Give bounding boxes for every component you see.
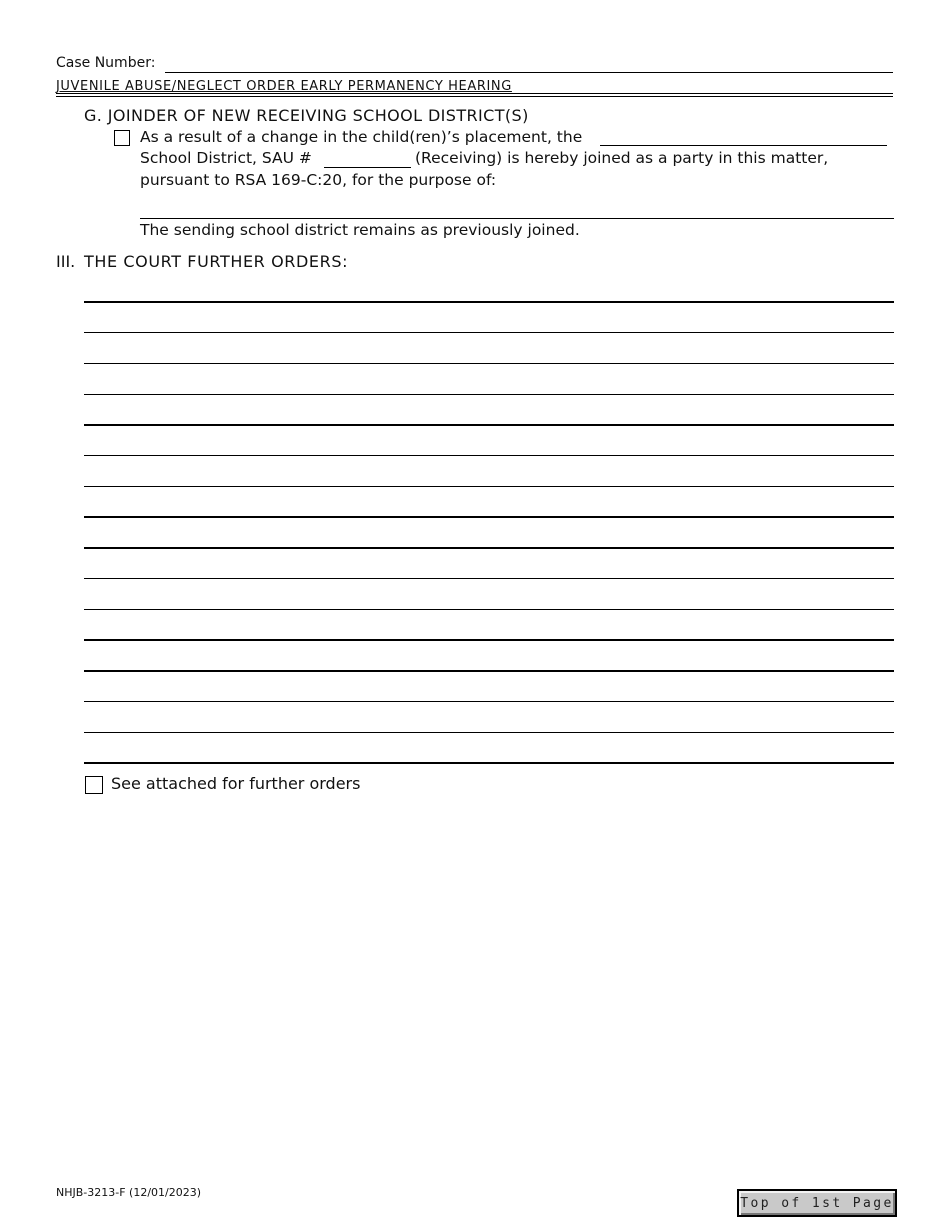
purpose-field[interactable] [140, 218, 894, 219]
see-attached-checkbox[interactable] [85, 776, 103, 794]
form-title: JUVENILE ABUSE/NEGLECT ORDER EARLY PERMANENCY HEARING [56, 79, 512, 94]
header-divider [56, 93, 893, 94]
section-iii-heading: THE COURT FURTHER ORDERS: [84, 252, 349, 271]
further-orders-line[interactable] [84, 301, 894, 303]
joinder-sau-label: School District, SAU # [140, 149, 312, 167]
joinder-text-line2: (Receiving) is hereby joined as a party in this matter, [415, 149, 829, 167]
joinder-text-line1: As a result of a change in the child(ren)’s placement, the [140, 128, 583, 146]
further-orders-line[interactable] [84, 639, 894, 641]
sending-district-note: The sending school district remains as previously joined. [140, 221, 580, 239]
top-of-first-page-button[interactable]: Top of 1st Page [737, 1189, 897, 1217]
school-district-field[interactable] [600, 145, 887, 146]
joinder-text-line3: pursuant to RSA 169-C:20, for the purpose of: [140, 171, 497, 189]
see-attached-label: See attached for further orders [111, 774, 361, 793]
header-divider-double [56, 96, 893, 97]
further-orders-line[interactable] [84, 332, 894, 333]
further-orders-line[interactable] [84, 394, 894, 395]
section-g-heading: G. JOINDER OF NEW RECEIVING SCHOOL DISTRICT(S) [84, 106, 529, 125]
further-orders-line[interactable] [84, 455, 894, 456]
further-orders-line[interactable] [84, 732, 894, 733]
section-iii-number: III. [56, 252, 76, 271]
further-orders-line[interactable] [84, 762, 894, 764]
further-orders-line[interactable] [84, 701, 894, 702]
further-orders-line[interactable] [84, 547, 894, 549]
sau-number-field[interactable] [324, 167, 411, 168]
case-number-field[interactable] [165, 72, 893, 73]
form-code: NHJB-3213-F (12/01/2023) [56, 1186, 202, 1199]
further-orders-line[interactable] [84, 516, 894, 518]
joinder-checkbox[interactable] [114, 130, 130, 146]
further-orders-line[interactable] [84, 424, 894, 426]
further-orders-line[interactable] [84, 363, 894, 364]
further-orders-line[interactable] [84, 578, 894, 579]
case-number-label: Case Number: [56, 55, 156, 71]
further-orders-line[interactable] [84, 609, 894, 610]
further-orders-line[interactable] [84, 670, 894, 672]
further-orders-line[interactable] [84, 486, 894, 487]
